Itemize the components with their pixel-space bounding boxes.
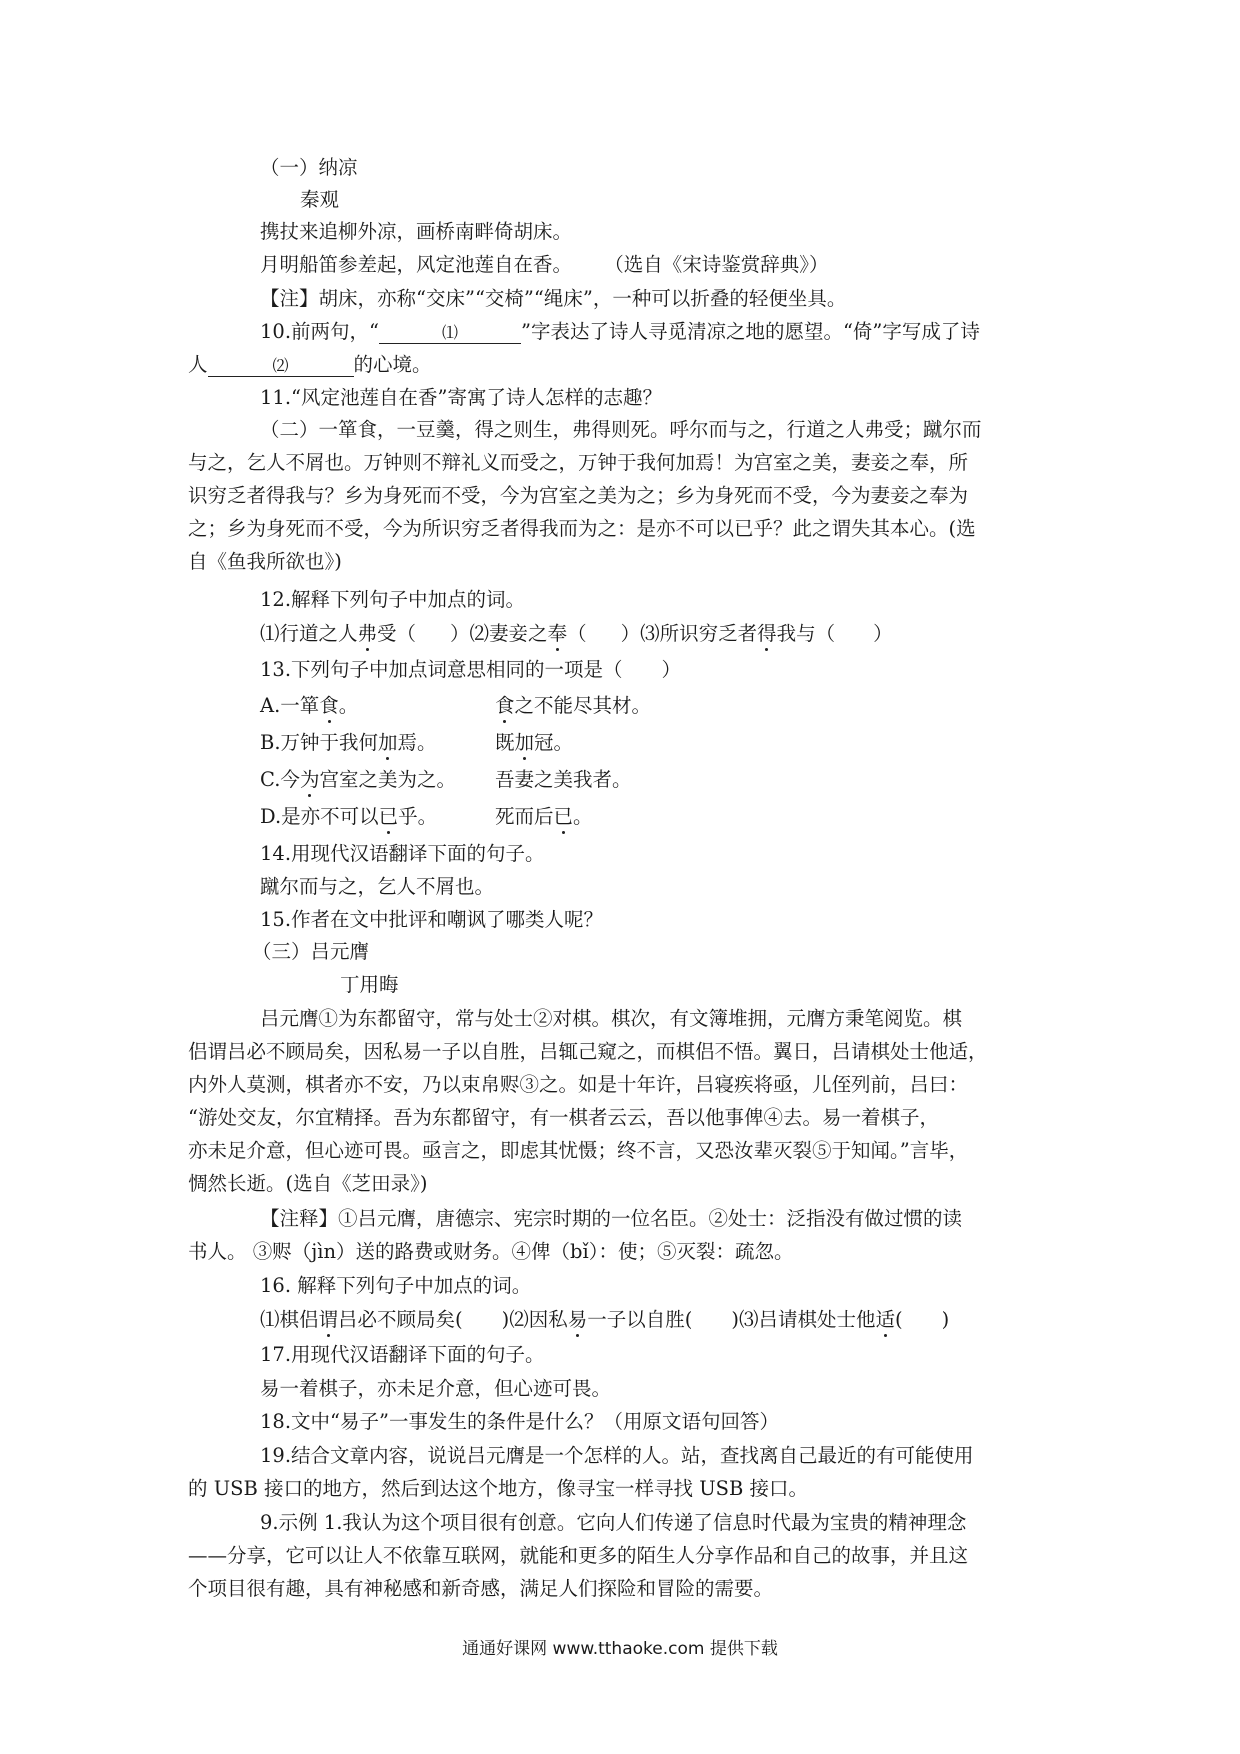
question-17-sentence: 易一着棋子，亦未足介意，但心迹可畏。 bbox=[260, 1377, 612, 1400]
q13-dotted-word: 食 bbox=[495, 694, 515, 717]
q13-dotted-word: 加 bbox=[514, 731, 535, 754]
poem1-author: 秦观 bbox=[300, 188, 340, 211]
poem1-line2-text: 月明船笛参差起，风定池莲自在香。 bbox=[260, 253, 573, 276]
q13-dotted-word: 已 bbox=[553, 805, 574, 828]
q13-text: 焉。 bbox=[397, 731, 437, 754]
answer-9-line3: 个项目很有趣，具有神秘感和新奇感，满足人们探险和冒险的需要。 bbox=[188, 1577, 774, 1600]
passage2-line2: 与之，乞人不屑也。万钟则不辩礼义而受之，万钟于我何加焉！为宫室之美，妻妾之奉，所 bbox=[188, 451, 969, 474]
q16-text: ( ) bbox=[895, 1308, 950, 1331]
question-15: 15.作者在文中批评和嘲讽了哪类人呢？ bbox=[260, 908, 604, 931]
q13-text: 乎。 bbox=[398, 805, 438, 828]
q16-dotted-word: 适 bbox=[875, 1308, 895, 1331]
q13-option-d bbox=[260, 805, 437, 829]
q12-item2: ）⑵妻妾之 bbox=[450, 622, 548, 645]
question-12-title: 12.解释下列句子中加点的词。 bbox=[260, 588, 526, 611]
answer-9-line1: 9.示例 1.我认为这个项目很有创意。它向人们传递了信息时代最为宝贵的精神理念 bbox=[260, 1511, 967, 1534]
passage2-line3: 识穷乏者得我与？乡为身死而不受，今为宫室之美为之；乡为身死而不受，今为妻妾之奉为 bbox=[188, 484, 969, 507]
q16-text: 吕必不顾局矣( )⑵因私 bbox=[338, 1308, 568, 1331]
question-12-items bbox=[260, 622, 893, 646]
q12-item3: ）⑶所识穷乏者 bbox=[620, 622, 758, 645]
q12-item1: ⑴行道之人 bbox=[260, 622, 358, 645]
q13-option-b bbox=[260, 731, 437, 755]
passage3-note-line1: 【注释】①吕元膺，唐德宗、宪宗时期的一位名臣。②处士：泛指没有做过惯的读 bbox=[260, 1207, 963, 1230]
q13-text: 冠。 bbox=[534, 731, 574, 754]
q12-text: ） bbox=[873, 622, 893, 645]
q16-dotted-word: 谓 bbox=[318, 1308, 339, 1331]
question-16-title: 16. 解释下列句子中加点的词。 bbox=[260, 1274, 532, 1297]
q13-option-c bbox=[260, 768, 456, 792]
question-10-line2 bbox=[188, 353, 432, 377]
answer-9-line2: ——分享，它可以让人不依靠互联网，就能和更多的陌生人分享作品和自己的故事，并且这 bbox=[188, 1544, 969, 1567]
poem1-source: （选自《宋诗鉴赏辞典》） bbox=[604, 253, 829, 276]
q13-option-b-compare bbox=[495, 731, 573, 755]
q13-text: C.今 bbox=[260, 768, 300, 791]
q13-option-a-compare bbox=[495, 694, 651, 718]
question-19-line1: 19.结合文章内容，说说吕元膺是一个怎样的人。站，查找离自己最近的有可能使用 bbox=[260, 1444, 974, 1467]
q10-text-b: ”字表达了诗人寻觅清凉之地的愿望。“倚”字写成了诗 bbox=[520, 320, 980, 343]
passage3-line2: 侣谓吕必不顾局矣，因私易一子以自胜，吕辄己窥之，而棋侣不悟。翼日，吕请棋处士他适， bbox=[188, 1040, 988, 1063]
passage3-line6: 惆然长逝。(选自《芝田录》) bbox=[188, 1172, 428, 1195]
q13-dotted-word: 为 bbox=[299, 768, 320, 791]
q13-option-a bbox=[260, 694, 358, 718]
passage3-note-line2: 书人。 ③赆（jìn）送的路费或财务。④俾（bǐ）：使；⑤灭裂：疏忽。 bbox=[188, 1240, 794, 1263]
q13-text: 之不能尽其材。 bbox=[514, 694, 652, 717]
question-11: 11.“风定池莲自在香”寄寓了诗人怎样的志趣？ bbox=[260, 386, 662, 409]
passage3-line3: 内外人莫测，棋者亦不安，乃以束帛赆③之。如是十年许，吕寝疾将亟，儿侄列前，吕曰： bbox=[188, 1073, 969, 1096]
q13-dotted-word: 加 bbox=[378, 731, 398, 754]
q12-text: 我与（ bbox=[776, 622, 836, 645]
q10-text-a: 10.前两句，“ bbox=[260, 320, 379, 343]
q12-dotted-word: 奉 bbox=[547, 622, 568, 645]
q13-option-c-compare: 吾妻之美我者。 bbox=[495, 768, 632, 791]
q13-text: 既 bbox=[495, 731, 515, 754]
q13-dotted-word: 食 bbox=[319, 694, 339, 717]
question-10-line1 bbox=[260, 320, 980, 344]
passage3-author: 丁用晦 bbox=[340, 973, 399, 996]
page-footer: 通通好课网 www.tthaoke.com 提供下载 bbox=[462, 1639, 778, 1659]
passage2-line5: 自《鱼我所欲也》) bbox=[188, 550, 342, 573]
passage2-line1: （二）一箪食，一豆羹，得之则生，弗得则死。呼尔而与之，行道之人弗受；蹴尔而 bbox=[260, 418, 982, 441]
q13-text: 宫室之美为之。 bbox=[319, 768, 456, 791]
q13-option-d-compare bbox=[495, 805, 593, 829]
poem1-line2 bbox=[260, 253, 828, 277]
q16-text: 一子以自胜( )⑶吕请棋处士他 bbox=[587, 1308, 876, 1331]
poem1-note: 【注】胡床，亦称“交床”“交椅”“绳床”，一种可以折叠的轻便坐具。 bbox=[260, 287, 847, 310]
question-16-items bbox=[260, 1308, 949, 1332]
q10-blank-1: ⑴ bbox=[379, 323, 521, 344]
poem1-title: （一）纳凉 bbox=[260, 156, 358, 179]
q16-dotted-word: 易 bbox=[567, 1308, 588, 1331]
q13-dotted-word: 已 bbox=[378, 805, 399, 828]
q12-dotted-word: 得 bbox=[757, 622, 777, 645]
q12-text: 受（ bbox=[377, 622, 417, 645]
q13-text: D.是亦不可以 bbox=[260, 805, 379, 828]
question-13-title: 13.下列句子中加点词意思相同的一项是（ ） bbox=[260, 658, 682, 681]
q13-text: A.一箪 bbox=[260, 694, 320, 717]
question-17-title: 17.用现代汉语翻译下面的句子。 bbox=[260, 1343, 545, 1366]
q13-text: 。 bbox=[573, 805, 593, 828]
passage3-title: （三）吕元膺 bbox=[252, 940, 370, 963]
q10-text-c: 人 bbox=[188, 353, 208, 376]
question-14-title: 14.用现代汉语翻译下面的句子。 bbox=[260, 842, 545, 865]
passage2-line4: 之；乡为身死而不受，今为所识穷乏者得我而为之：是亦不可以已乎？此之谓失其本心。(选 bbox=[188, 517, 976, 540]
passage3-line5: 亦未足介意，但心迹可畏。亟言之，即虑其忧慑；终不言，又恐汝辈灭裂⑤于知闻。”言毕， bbox=[188, 1139, 969, 1162]
q16-text: ⑴棋侣 bbox=[260, 1308, 319, 1331]
question-14-sentence: 蹴尔而与之，乞人不屑也。 bbox=[260, 875, 495, 898]
question-19-line2: 的 USB 接口的地方，然后到达这个地方，像寻宝一样寻找 USB 接口。 bbox=[188, 1477, 809, 1500]
q13-text: 死而后 bbox=[495, 805, 554, 828]
passage3-line4: “游处交友，尔宜精择。吾为东都留守，有一棋者云云，吾以他事俾④去。易一着棋子， bbox=[188, 1106, 939, 1129]
q13-text: B.万钟于我何 bbox=[260, 731, 379, 754]
poem1-line1: 携扙来追柳外凉，画桥南畔倚胡床。 bbox=[260, 220, 573, 243]
q12-dotted-word: 弗 bbox=[357, 622, 378, 645]
q13-text: 。 bbox=[338, 694, 359, 717]
q10-text-d: 的心境。 bbox=[353, 353, 432, 376]
question-18: 18.文中“易子”一事发生的条件是什么？（用原文语句回答） bbox=[260, 1410, 779, 1433]
passage3-line1: 吕元膺①为东都留守，常与处士②对棋。棋次，有文簿堆拥，元膺方秉笔阅览。棋 bbox=[260, 1007, 963, 1030]
q10-blank-2: ⑵ bbox=[208, 356, 354, 377]
q12-text: （ bbox=[567, 622, 587, 645]
